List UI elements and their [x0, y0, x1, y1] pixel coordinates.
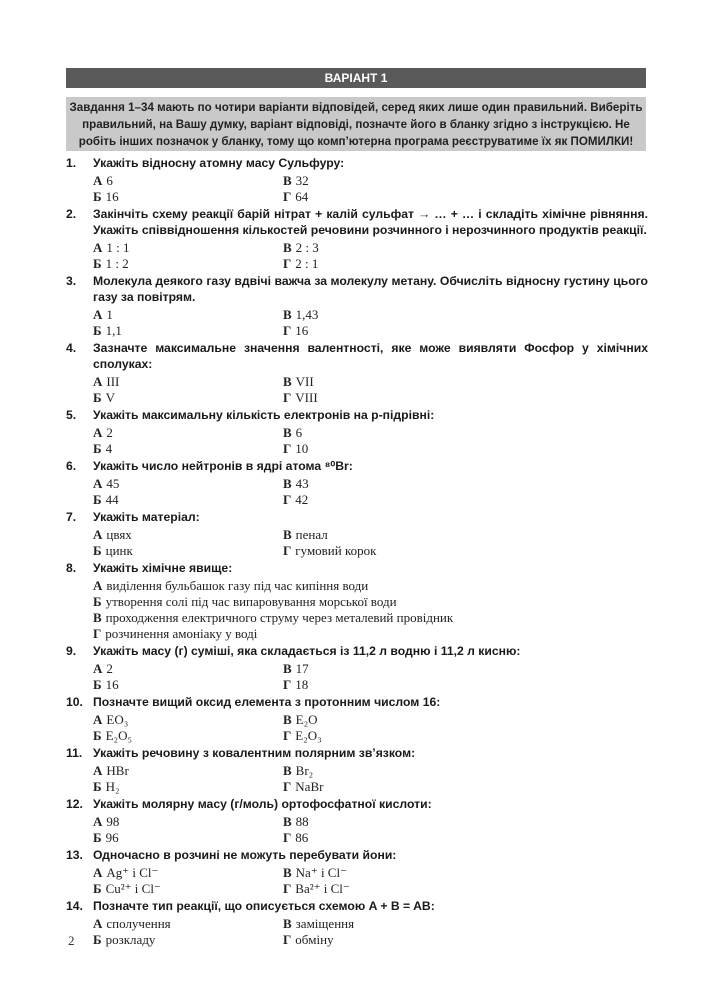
option-letter: Г — [283, 677, 292, 692]
answer-option — [283, 932, 648, 948]
answer-option — [283, 492, 648, 508]
page-number: 2 — [68, 933, 75, 948]
option-text: Ba²⁺ і Cl⁻ — [295, 881, 350, 896]
option-text: 1 : 2 — [105, 256, 129, 271]
option-letter: Б — [93, 492, 102, 507]
option-letter: А — [93, 374, 103, 389]
answer-option — [283, 307, 648, 323]
option-text: 10 — [295, 441, 309, 456]
answer-option — [283, 543, 648, 559]
option-letter: Б — [93, 677, 102, 692]
answer-option — [93, 425, 283, 441]
option-letter: В — [283, 527, 292, 542]
option-letter: А — [93, 763, 103, 778]
question-line — [66, 407, 648, 423]
question-text: Укажіть молярну масу (г/моль) ортофосфатної кислоти: — [93, 797, 432, 811]
answer-option — [93, 578, 648, 594]
question-number: 8. — [66, 561, 77, 575]
question-text: Зазначте максимальне значення валентності, яке може виявляти Фосфор у хімічних сполуках: — [93, 341, 648, 371]
option-letter: А — [93, 865, 103, 880]
option-letter: В — [283, 307, 292, 322]
option-text: 16 — [105, 189, 119, 204]
answer-options — [93, 916, 648, 948]
answer-option — [283, 677, 648, 693]
question-number: 1. — [66, 156, 77, 170]
option-text: 64 — [295, 189, 309, 204]
answer-option — [93, 256, 283, 272]
question-line — [66, 206, 648, 238]
option-letter: А — [93, 527, 103, 542]
option-text: 16 — [295, 323, 309, 338]
answer-options — [93, 712, 648, 744]
option-text: VII — [295, 374, 314, 389]
option-text: HBr — [106, 763, 129, 778]
question-13 — [66, 847, 648, 897]
option-letter: В — [283, 763, 292, 778]
option-letter: Б — [93, 390, 102, 405]
question-text: Укажіть число нейтронів в ядрі атома ⁸⁰Br: — [93, 459, 353, 473]
question-line — [66, 643, 648, 659]
option-text: 96 — [105, 830, 119, 845]
option-text: 1 — [106, 307, 113, 322]
option-letter: В — [283, 173, 292, 188]
option-letter: Г — [283, 390, 292, 405]
answer-option — [93, 865, 283, 881]
answer-options — [93, 527, 648, 559]
option-letter: Б — [93, 543, 102, 558]
question-7 — [66, 509, 648, 559]
question-text: Укажіть відносну атомну масу Сульфуру: — [93, 156, 345, 170]
question-text: Укажіть масу (г) суміші, яка складається із 11,2 л водню і 11,2 л кисню: — [93, 644, 521, 658]
option-text: розчинення амоніаку у воді — [105, 626, 258, 641]
option-letter: Г — [93, 626, 102, 641]
answer-option — [93, 830, 283, 846]
question-text: Укажіть матеріал: — [93, 510, 200, 524]
answer-option — [93, 626, 648, 642]
answer-option — [93, 189, 283, 205]
question-12 — [66, 796, 648, 846]
answer-option — [283, 189, 648, 205]
question-10 — [66, 694, 648, 744]
option-letter: Б — [93, 441, 102, 456]
answer-options — [93, 661, 648, 693]
option-letter: Г — [283, 323, 292, 338]
option-text: розкладу — [105, 932, 156, 947]
question-line — [66, 509, 648, 525]
question-number: 14. — [66, 899, 83, 913]
question-text: Одночасно в розчині не можуть перебувати йони: — [93, 848, 397, 862]
answer-option — [93, 677, 283, 693]
question-number: 5. — [66, 408, 77, 422]
option-text: 43 — [295, 476, 309, 491]
answer-option — [283, 390, 648, 406]
question-number: 11. — [66, 746, 83, 760]
question-11 — [66, 745, 648, 795]
question-2 — [66, 206, 648, 272]
question-5 — [66, 407, 648, 457]
answer-option — [93, 610, 648, 626]
answer-option — [283, 476, 648, 492]
option-letter: В — [93, 610, 102, 625]
answer-option — [283, 830, 648, 846]
question-number: 12. — [66, 797, 83, 811]
option-text: заміщення — [295, 916, 355, 931]
option-letter: Б — [93, 594, 102, 609]
answer-option — [283, 240, 648, 256]
answer-option — [283, 814, 648, 830]
answer-option — [93, 763, 283, 779]
option-text: Cu²⁺ і Cl⁻ — [105, 881, 161, 896]
option-text: 88 — [295, 814, 309, 829]
option-text: E₂O₅ — [105, 728, 133, 743]
answer-option — [93, 881, 283, 897]
option-letter: Б — [93, 779, 102, 794]
question-line — [66, 458, 648, 474]
option-letter: А — [93, 307, 103, 322]
answer-option — [93, 374, 283, 390]
option-letter: А — [93, 173, 103, 188]
answer-option — [93, 240, 283, 256]
answer-option — [283, 865, 648, 881]
question-text: Укажіть речовину з ковалентним полярним зв’язком: — [93, 746, 416, 760]
answer-option — [93, 441, 283, 457]
option-letter: Б — [93, 189, 102, 204]
option-letter: А — [93, 661, 103, 676]
option-text: VIII — [295, 390, 318, 405]
question-number: 4. — [66, 341, 77, 355]
option-text: 32 — [295, 173, 309, 188]
answer-options — [93, 814, 648, 846]
answer-options — [93, 240, 648, 272]
option-letter: Б — [93, 932, 102, 947]
question-line — [66, 898, 648, 914]
option-letter: В — [283, 865, 292, 880]
option-text: цвях — [106, 527, 132, 542]
question-line — [66, 745, 648, 761]
option-text: 6 — [106, 173, 113, 188]
question-9 — [66, 643, 648, 693]
question-number: 9. — [66, 644, 77, 658]
option-text: 2 — [106, 661, 113, 676]
option-letter: Б — [93, 323, 102, 338]
answer-option — [283, 256, 648, 272]
option-letter: А — [93, 578, 103, 593]
answer-options — [93, 865, 648, 897]
option-text: 45 — [106, 476, 120, 491]
answer-option — [93, 712, 283, 728]
option-text: 4 — [105, 441, 113, 456]
option-letter: Г — [283, 881, 292, 896]
question-line — [66, 847, 648, 863]
option-letter: Г — [283, 932, 292, 947]
question-number: 7. — [66, 510, 77, 524]
option-letter: Г — [283, 543, 292, 558]
option-text: 1,43 — [295, 307, 319, 322]
answer-options — [93, 307, 648, 339]
question-line — [66, 273, 648, 305]
question-14 — [66, 898, 648, 948]
option-letter: Г — [283, 492, 292, 507]
answer-option — [283, 173, 648, 189]
answer-option — [93, 476, 283, 492]
answer-options — [93, 578, 648, 642]
answer-option — [93, 661, 283, 677]
answer-options — [93, 425, 648, 457]
option-text: 1,1 — [105, 323, 122, 338]
option-letter: Г — [283, 441, 292, 456]
question-text: Позначте вищий оксид елемента з протонним числом 16: — [93, 695, 441, 709]
option-text: 2 : 1 — [295, 256, 319, 271]
option-text: 18 — [295, 677, 309, 692]
option-text: 44 — [105, 492, 119, 507]
question-number: 2. — [66, 207, 77, 221]
option-text: E₂O — [295, 712, 318, 727]
answer-option — [93, 390, 283, 406]
option-letter: А — [93, 814, 103, 829]
question-4 — [66, 340, 648, 406]
answer-options — [93, 763, 648, 795]
answer-option — [93, 492, 283, 508]
option-text: пенал — [295, 527, 328, 542]
answer-option — [283, 323, 648, 339]
answer-option — [93, 527, 283, 543]
question-number: 6. — [66, 459, 77, 473]
option-text: 42 — [295, 492, 309, 507]
answer-option — [283, 374, 648, 390]
option-letter: Г — [283, 256, 292, 271]
option-letter: В — [283, 916, 292, 931]
option-text: 1 : 1 — [106, 240, 130, 255]
question-line — [66, 340, 648, 372]
option-text: 6 — [295, 425, 303, 440]
option-letter: А — [93, 712, 103, 727]
option-text: V — [105, 390, 115, 405]
option-letter: А — [93, 476, 103, 491]
answer-option — [93, 916, 283, 932]
option-letter: Г — [283, 189, 292, 204]
answer-option — [283, 441, 648, 457]
question-text: Закінчіть схему реакції барій нітрат + калій сульфат → … + … і складіть хімічне рівняння. Укажіть співвідношення кількостей речовини розчинного і нерозчинного продуктів реакції. — [93, 207, 648, 237]
option-text: E₂O₃ — [295, 728, 322, 743]
option-text: 2 — [106, 425, 113, 440]
option-letter: В — [283, 814, 292, 829]
answer-option — [283, 425, 648, 441]
question-line — [66, 694, 648, 710]
option-text: обміну — [295, 932, 334, 947]
question-number: 10. — [66, 695, 83, 709]
answer-option — [93, 307, 283, 323]
answer-options — [93, 476, 648, 508]
option-text: утворення солі під час випаровування морської води — [105, 594, 397, 609]
option-letter: В — [283, 374, 292, 389]
option-text: Br₂ — [295, 763, 314, 778]
question-text: Укажіть максимальну кількість електронів на p-підрівні: — [93, 408, 435, 422]
question-line — [66, 155, 648, 171]
answer-options — [93, 374, 648, 406]
option-text: NaBr — [295, 779, 324, 794]
answer-option — [283, 881, 648, 897]
option-letter: А — [93, 240, 103, 255]
answer-option — [93, 173, 283, 189]
option-letter: Б — [93, 881, 102, 896]
question-line — [66, 796, 648, 812]
answer-option — [93, 814, 283, 830]
option-text: EO₃ — [106, 712, 129, 727]
question-6 — [66, 458, 648, 508]
question-text: Укажіть хімічне явище: — [93, 561, 233, 575]
option-text: 2 : 3 — [295, 240, 319, 255]
option-letter: А — [93, 916, 103, 931]
answer-option — [93, 779, 283, 795]
answer-options — [93, 173, 648, 205]
question-text: Позначте тип реакції, що описується схемою A + B = AB: — [93, 899, 435, 913]
answer-option — [283, 527, 648, 543]
option-letter: Г — [283, 830, 292, 845]
question-1 — [66, 155, 648, 205]
option-letter: В — [283, 240, 292, 255]
answer-option — [93, 543, 283, 559]
question-8 — [66, 560, 648, 642]
question-number: 13. — [66, 848, 83, 862]
option-text: гумовий корок — [295, 543, 377, 558]
answer-option — [283, 763, 648, 779]
option-text: Na⁺ і Cl⁻ — [295, 865, 347, 880]
question-3 — [66, 273, 648, 339]
option-text: виділення бульбашок газу під час кипіння води — [106, 578, 369, 593]
instructions-box: Завдання 1–34 мають по чотири варіанти відповідей, серед яких лише один правильний. Виберіть правильний, на Вашу думку, варіант відповіді, позначте його в бланку згідно з інструкцією. Не робіть інших позначок у бланку, тому що комп’ютерна програма реєструватиме їх як ПОМИЛКИ! — [66, 97, 646, 151]
answer-option — [283, 712, 648, 728]
option-text: сполучення — [106, 916, 171, 931]
answer-option — [93, 323, 283, 339]
answer-option — [283, 916, 648, 932]
option-text: III — [106, 374, 120, 389]
option-text: 98 — [106, 814, 120, 829]
answer-option — [283, 661, 648, 677]
question-line — [66, 560, 648, 576]
variant-banner: ВАРІАНТ 1 — [66, 68, 646, 88]
option-letter: Б — [93, 728, 102, 743]
option-letter: Г — [283, 779, 292, 794]
option-letter: В — [283, 425, 292, 440]
option-text: цинк — [105, 543, 133, 558]
option-letter: В — [283, 712, 292, 727]
questions-list — [66, 155, 648, 949]
option-letter: Б — [93, 830, 102, 845]
option-letter: А — [93, 425, 103, 440]
option-text: проходження електричного струму через металевий провідник — [105, 610, 454, 625]
option-text: 16 — [105, 677, 119, 692]
answer-option — [93, 594, 648, 610]
option-text: 86 — [295, 830, 309, 845]
question-number: 3. — [66, 274, 77, 288]
answer-option — [93, 728, 283, 744]
question-text: Молекула деякого газу вдвічі важча за молекулу метану. Обчисліть відносну густину цього газу за повітрям. — [93, 274, 648, 304]
answer-option — [283, 728, 648, 744]
option-letter: В — [283, 661, 292, 676]
option-letter: Г — [283, 728, 292, 743]
answer-option — [93, 932, 283, 948]
option-letter: Б — [93, 256, 102, 271]
option-text: Ag⁺ і Cl⁻ — [106, 865, 159, 880]
option-text: H₂ — [105, 779, 120, 794]
option-text: 17 — [295, 661, 309, 676]
option-letter: В — [283, 476, 292, 491]
answer-option — [283, 779, 648, 795]
